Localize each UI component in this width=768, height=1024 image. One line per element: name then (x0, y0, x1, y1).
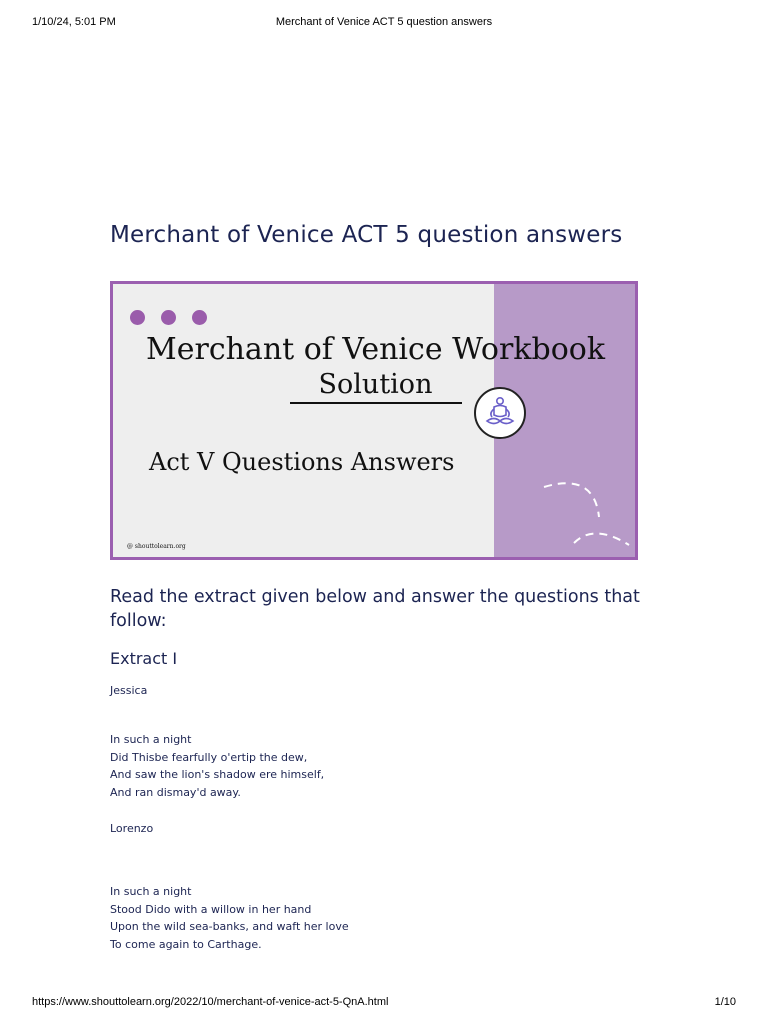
banner-dot (161, 310, 176, 325)
banner-dot (192, 310, 207, 325)
verse-line: And saw the lion's shadow ere himself, (110, 768, 325, 781)
verse-line: In such a night (110, 885, 192, 898)
extract-intro: Read the extract given below and answer the questions that follow: (110, 587, 640, 631)
verse-line: Stood Dido with a willow in her hand (110, 903, 312, 916)
speaker-name: Jessica (110, 684, 148, 697)
banner-dashed-arcs (494, 467, 635, 557)
verse-line: Upon the wild sea-banks, and waft her love (110, 920, 349, 933)
banner-underline (290, 402, 462, 404)
verse-line: Did Thisbe fearfully o'ertip the dew, (110, 751, 308, 764)
verse-line: To come again to Carthage. (110, 938, 262, 951)
banner-image (110, 281, 638, 560)
extract-title: Extract I (110, 649, 178, 668)
banner-credit: @ shouttolearn.org (127, 543, 186, 550)
verse-line: And ran dismay'd away. (110, 786, 241, 799)
print-datetime: 1/10/24, 5:01 PM (32, 16, 116, 28)
verse-line: In such a night (110, 733, 192, 746)
page-title: Merchant of Venice ACT 5 question answers (110, 222, 623, 248)
print-doc-title: Merchant of Venice ACT 5 question answers (275, 16, 493, 28)
page-number: 1/10 (714, 996, 736, 1008)
banner-title: Merchant of Venice Workbook (146, 332, 605, 367)
banner-act-heading: Act V Questions Answers (149, 448, 455, 476)
speaker-name: Lorenzo (110, 822, 154, 835)
print-url[interactable]: https://www.shouttolearn.org/2022/10/merchant-of-venice-act-5-QnA.html (32, 996, 389, 1008)
banner-subtitle: Solution (318, 369, 433, 400)
meditation-figure-icon (474, 387, 526, 439)
banner-dot (130, 310, 145, 325)
